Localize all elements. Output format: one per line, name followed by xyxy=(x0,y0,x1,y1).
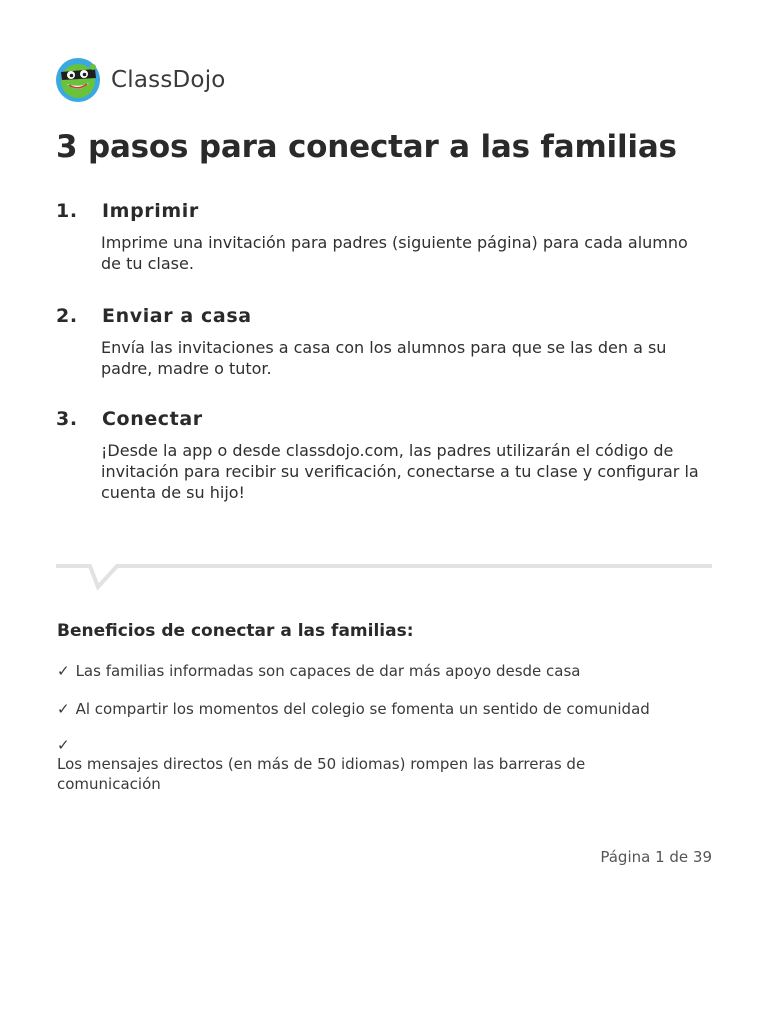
benefit-item xyxy=(57,661,580,681)
step-item xyxy=(56,305,716,379)
benefit-item xyxy=(57,699,650,719)
section-divider xyxy=(56,560,712,594)
benefits-heading: Beneficios de conectar a las familias: xyxy=(57,621,414,641)
step-title: Conectar xyxy=(102,408,203,430)
checkmark-icon: ✓ xyxy=(57,662,70,680)
step-description: Envía las invitaciones a casa con los alumnos para que se las den a su padre, madre o tutor. xyxy=(101,338,667,378)
page-number: Página 1 de 39 xyxy=(600,848,712,866)
brand-name: ClassDojo xyxy=(111,67,226,93)
step-title: Enviar a casa xyxy=(102,305,252,327)
benefit-text: Al compartir los momentos del colegio se fomenta un sentido de comunidad xyxy=(75,700,650,718)
benefit-text: Las familias informadas son capaces de dar más apoyo desde casa xyxy=(75,662,581,680)
step-number: 1. xyxy=(56,200,78,222)
step-heading xyxy=(56,200,716,222)
checkmark-icon: ✓ xyxy=(57,736,70,754)
step-item xyxy=(56,408,716,503)
brand-logo xyxy=(56,58,226,102)
step-heading xyxy=(56,408,716,430)
step-description: Imprime una invitación para padres (siguiente página) para cada alumno de tu clase. xyxy=(101,233,688,273)
benefit-item xyxy=(57,735,76,755)
benefit-text: Los mensajes directos (en más de 50 idiomas) rompen las barreras de comunicación xyxy=(57,755,586,793)
checkmark-icon: ✓ xyxy=(57,700,70,718)
step-title: Imprimir xyxy=(102,200,199,222)
step-item xyxy=(56,200,716,274)
step-heading xyxy=(56,305,716,327)
step-number: 3. xyxy=(56,408,78,430)
classdojo-monster-icon xyxy=(56,58,100,102)
step-number: 2. xyxy=(56,305,78,327)
page-title: 3 pasos para conectar a las familias xyxy=(56,129,677,165)
step-description: ¡Desde la app o desde classdojo.com, las padres utilizarán el código de invitación para recibir su verificación, conectarse a tu clase y configurar la cuenta de su hijo! xyxy=(101,441,699,502)
